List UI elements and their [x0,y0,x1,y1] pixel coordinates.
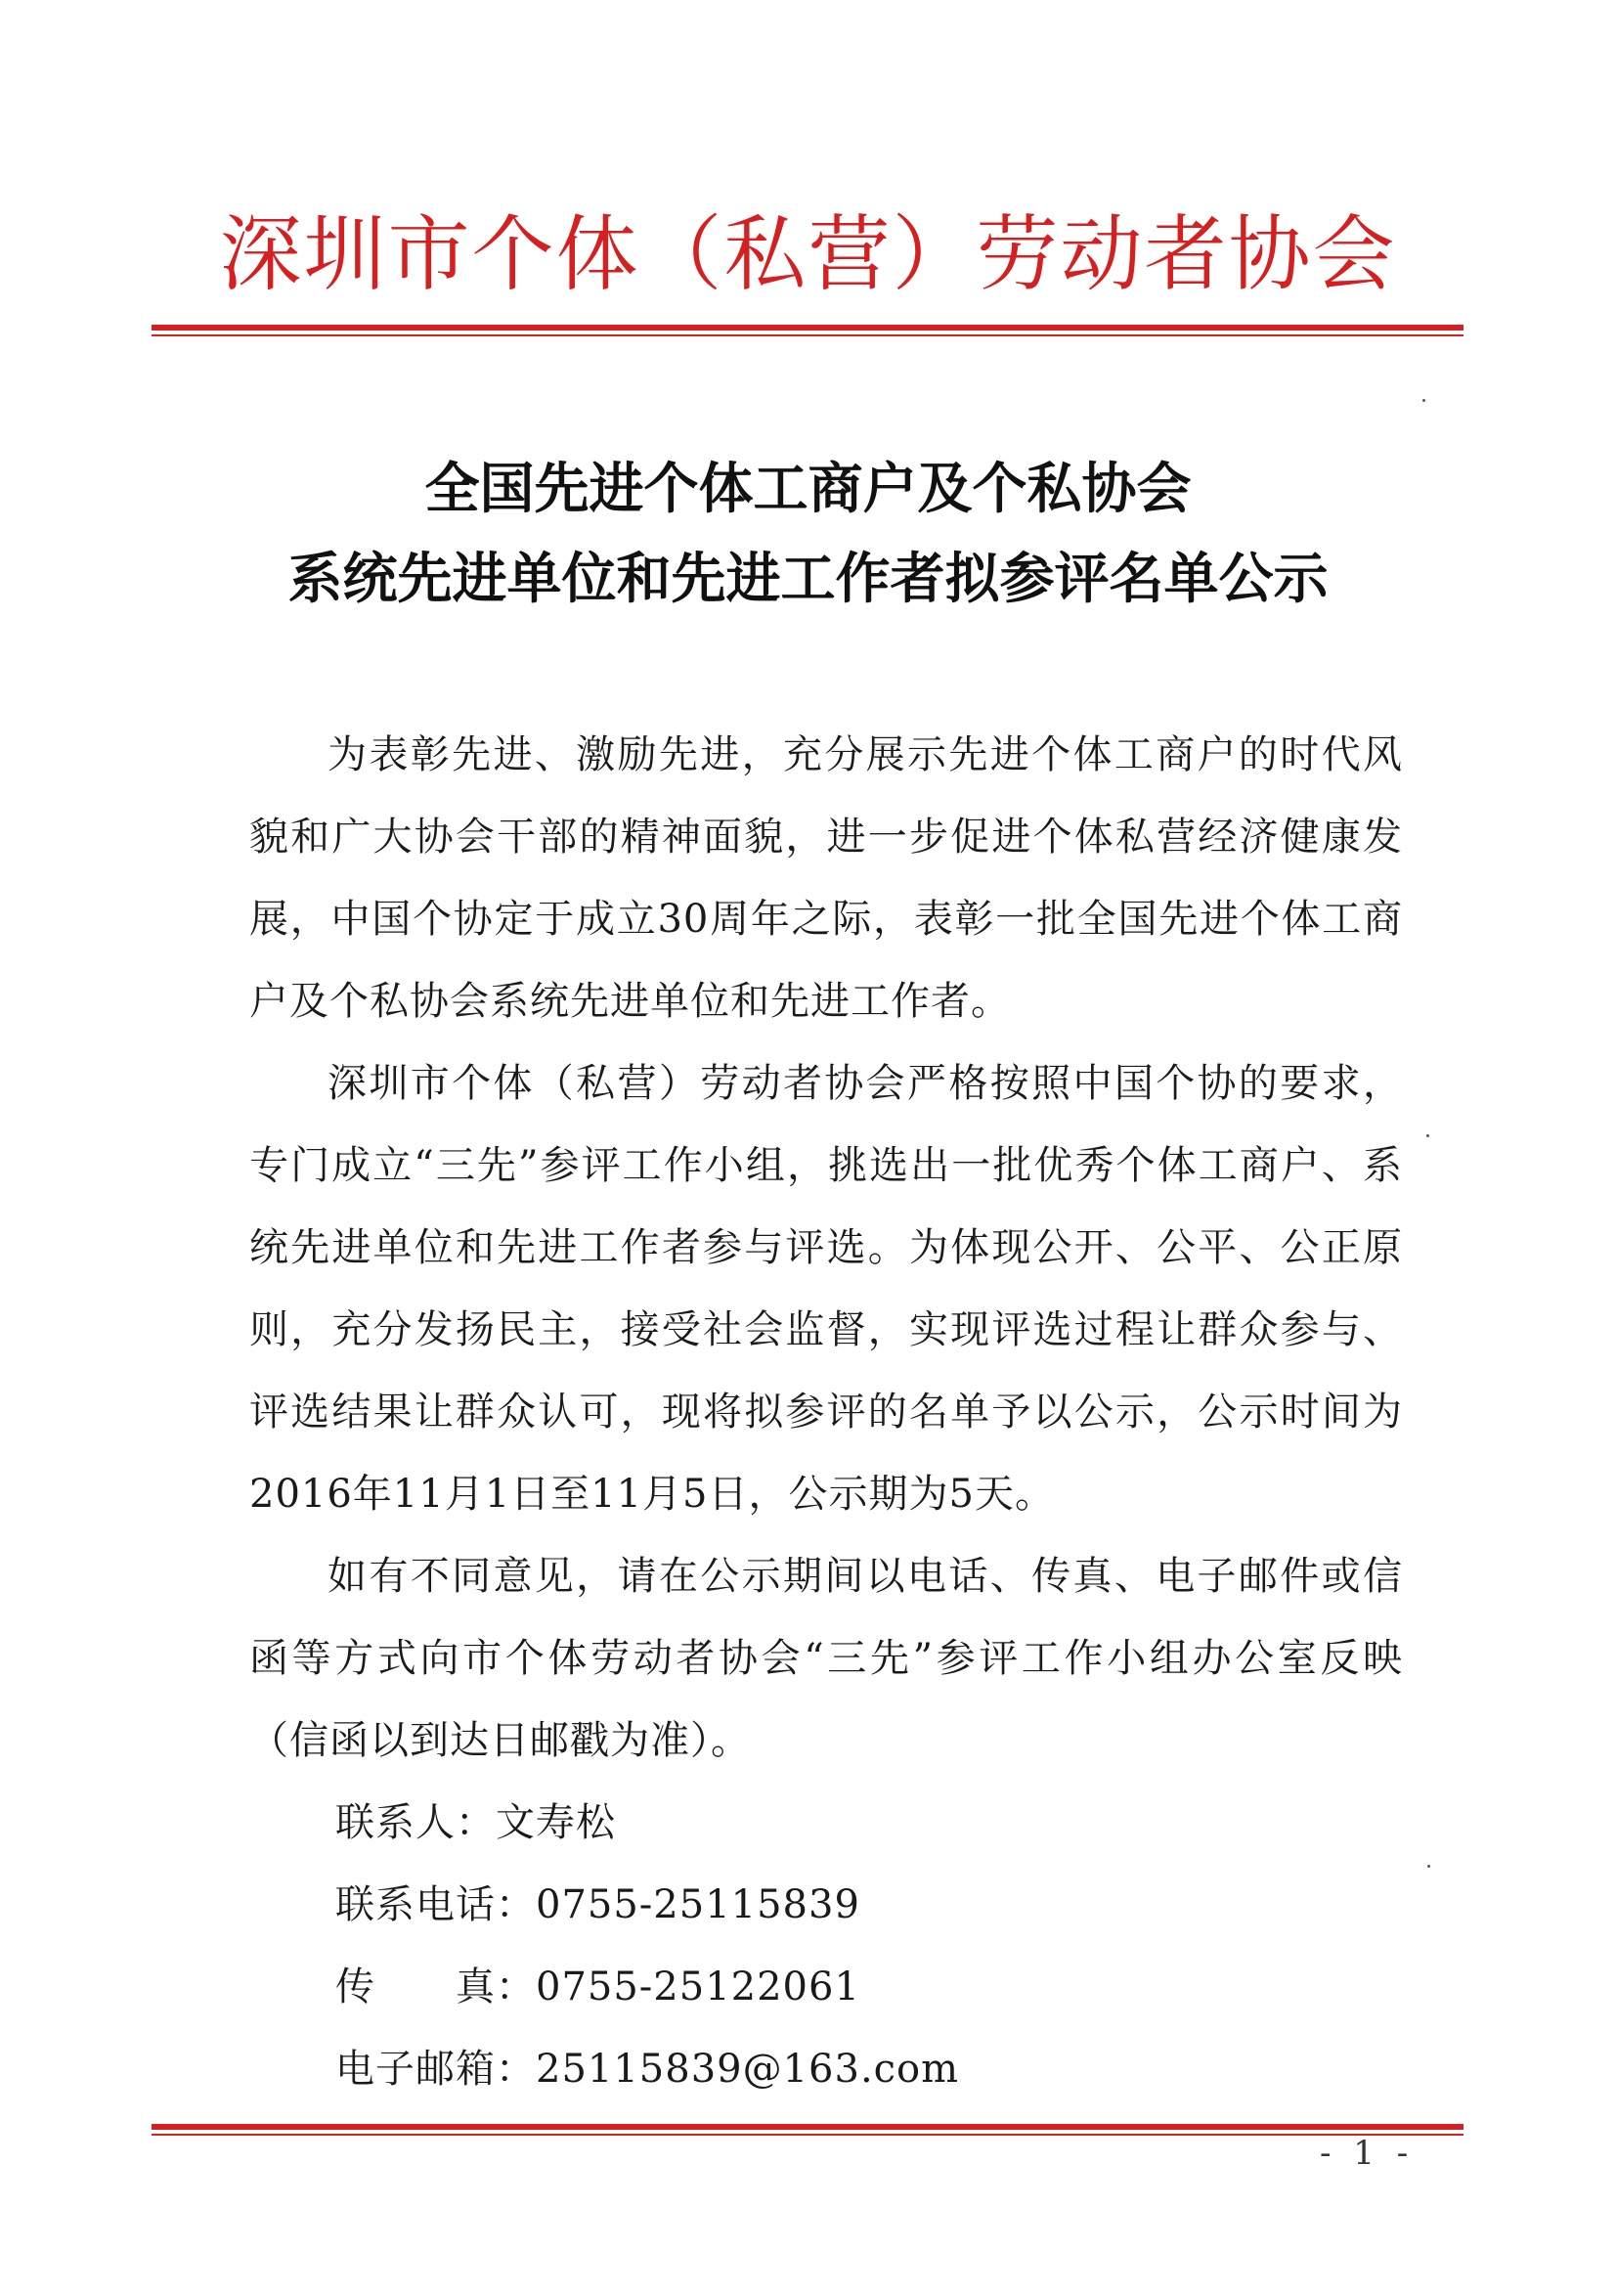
letterhead-org-name: 深圳市个体（私营）劳动者协会 [219,206,1397,302]
scan-speck [1422,399,1425,402]
document-title [0,445,1616,625]
scan-speck [1426,1134,1429,1137]
contact-block [335,1782,959,2110]
body-paragraph-2: 深圳市个体（私营）劳动者协会严格按照中国个协的要求，专门成立“三先”参评工作小组，挑选出一批优秀个体工商户、系统先进单位和先进工作者参与评选。为体现公开、公平、公正原则，充分发扬民主，接受社会监督，实现评选过程让群众参与、评选结果让群众认可，现将拟参评的名单予以公示，公示时间为2016年11月1日至11月5日，公示期为5天。 [249,1061,1403,1517]
contact-email: 电子邮箱：25115839@163.com [335,2047,960,2092]
document-title-line1: 全国先进个体工商户及个私协会 [424,458,1192,521]
scan-speck [1427,1865,1430,1868]
body-paragraph-3: 如有不同意见，请在公示期间以电话、传真、电子邮件或信函等方式向市个体劳动者协会“三先”参评工作小组办公室反映（信函以到达日邮戳为准）。 [249,1554,1403,1763]
contact-person: 联系人：文寿松 [335,1800,616,1845]
contact-phone: 联系电话：0755-25115839 [335,1882,860,1927]
footer-rule [152,2124,1463,2136]
letterhead-rule [152,325,1463,336]
document-body [249,714,1403,1782]
page-number: - 1 - [1320,2134,1415,2173]
rule-thin-line [152,334,1463,336]
body-paragraph-1: 为表彰先进、激励先进，充分展示先进个体工商户的时代风貌和广大协会干部的精神面貌，进一步促进个体私营经济健康发展，中国个协定于成立30周年之际，表彰一批全国先进个体工商户及个私协会系统先进单位和先进工作者。 [249,732,1403,1024]
document-title-line2: 系统先进单位和先进工作者拟参评名单公示 [287,548,1329,611]
contact-fax: 传 真：0755-25122061 [335,1965,860,2009]
rule-thin-line [152,2134,1463,2136]
